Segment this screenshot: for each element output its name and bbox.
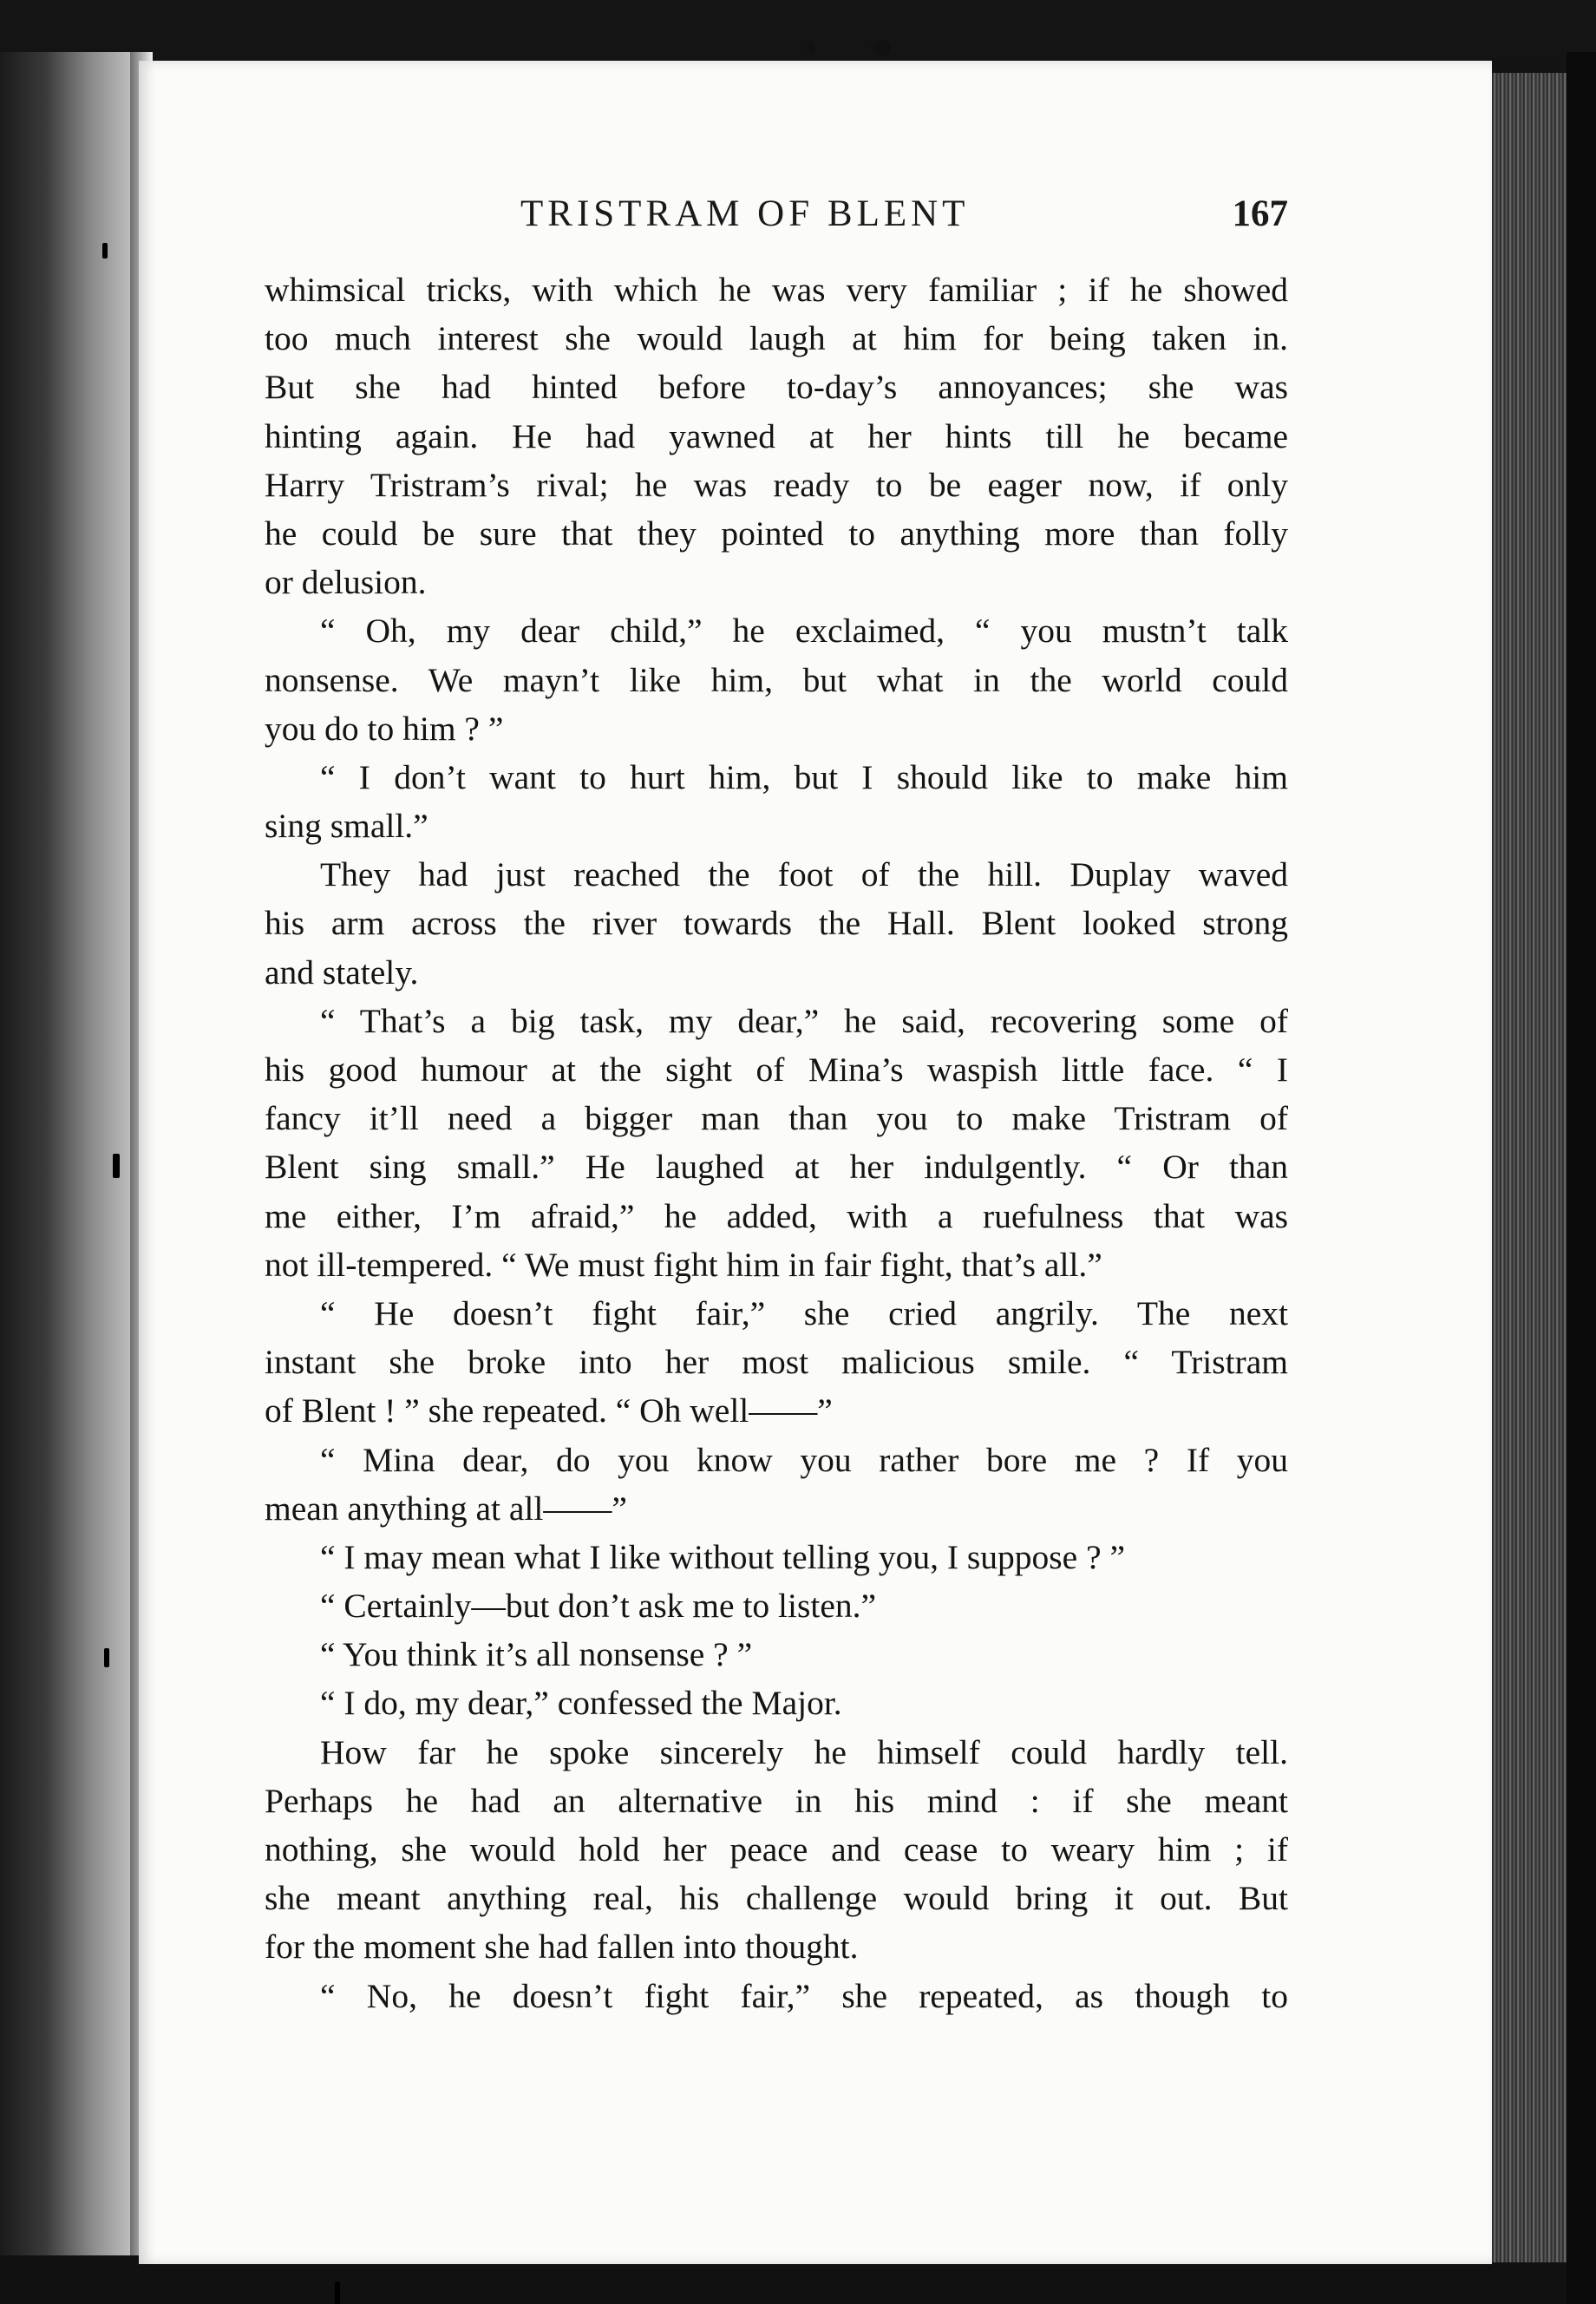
text-line: you do to him ? ” <box>265 709 504 748</box>
text-line: “ I may mean what I like without telling you, I suppose ? ” <box>320 1537 1126 1576</box>
text-line: “ I don’t want to hurt him, but I should like to make him <box>320 757 1288 796</box>
text-line: Harry Tristram’s rival; he was ready to be eager now, if only <box>265 465 1288 504</box>
dust-speck <box>872 40 891 56</box>
book-title: TRISTRAM OF BLENT <box>520 193 970 234</box>
text-line: not ill-tempered. “ We must fight him in fair fight, that’s all.” <box>265 1245 1102 1284</box>
text-line: “ Mina dear, do you know you rather bore me ? If you <box>320 1440 1288 1479</box>
page-stack-edges <box>1488 73 1567 2262</box>
text-line: How far he spoke sincerely he himself could hardly tell. <box>320 1732 1288 1771</box>
dust-speck <box>113 1154 120 1178</box>
text-line: They had just reached the foot of the hill. Duplay waved <box>320 855 1288 894</box>
text-line: But she had hinted before to-day’s annoyances; she was <box>265 368 1288 407</box>
text-line: or delusion. <box>265 563 427 602</box>
text-line: Perhaps he had an alternative in his mind : if she meant <box>265 1781 1288 1820</box>
dust-speck <box>807 42 815 54</box>
text-line: “ No, he doesn’t fight fair,” she repeated, as though to <box>320 1976 1288 2015</box>
text-line: me either, I’m afraid,” he added, with a ruefulness that was <box>265 1196 1288 1235</box>
text-line: hinting again. He had yawned at her hints till he became <box>265 416 1288 455</box>
text-line: whimsical tricks, with which he was very familiar ; if he showed <box>265 271 1288 309</box>
dust-speck <box>102 243 108 259</box>
text-line: “ Oh, my dear child,” he exclaimed, “ you mustn’t talk <box>320 612 1288 651</box>
dust-speck <box>104 1648 109 1667</box>
right-scan-border <box>1567 52 1596 2304</box>
text-line: Blent sing small.” He laughed at her indulgently. “ Or than <box>265 1148 1288 1187</box>
text-line: nonsense. We mayn’t like him, but what in the world could <box>265 660 1288 699</box>
text-line: and stately. <box>265 952 419 992</box>
text-line: too much interest she would laugh at him for being taken in. <box>265 319 1288 358</box>
text-line: his arm across the river towards the Hall. Blent looked strong <box>265 904 1288 943</box>
facing-page-edge <box>0 52 130 2255</box>
text-line: she meant anything real, his challenge would bring it out. But <box>265 1879 1288 1918</box>
dust-speck <box>335 2281 340 2304</box>
text-line: instant she broke into her most malicious smile. “ Tristram <box>265 1343 1288 1382</box>
text-line: “ I do, my dear,” confessed the Major. <box>320 1684 842 1723</box>
text-line: nothing, she would hold her peace and cease to weary him ; if <box>265 1830 1288 1869</box>
text-line: for the moment she had fallen into thought. <box>265 1928 859 1967</box>
text-line: “ Certainly—but don’t ask me to listen.” <box>320 1587 877 1626</box>
page-number: 167 <box>1232 193 1288 234</box>
text-line: “ That’s a big task, my dear,” he said, recovering some of <box>320 1001 1288 1040</box>
text-line: fancy it’ll need a bigger man than you to make Tristram of <box>265 1099 1288 1138</box>
running-head <box>265 193 1288 245</box>
body-text <box>265 265 1288 2020</box>
text-line: “ He doesn’t fight fair,” she cried angrily. The next <box>320 1293 1288 1332</box>
text-line: mean anything at all——” <box>265 1489 627 1528</box>
text-line: his good humour at the sight of Mina’s waspish little face. “ I <box>265 1051 1288 1089</box>
text-line: sing small.” <box>265 807 428 846</box>
text-line: he could be sure that they pointed to anything more than folly <box>265 514 1288 553</box>
text-line: “ You think it’s all nonsense ? ” <box>320 1635 753 1674</box>
text-line: of Blent ! ” she repeated. “ Oh well——” <box>265 1391 833 1430</box>
